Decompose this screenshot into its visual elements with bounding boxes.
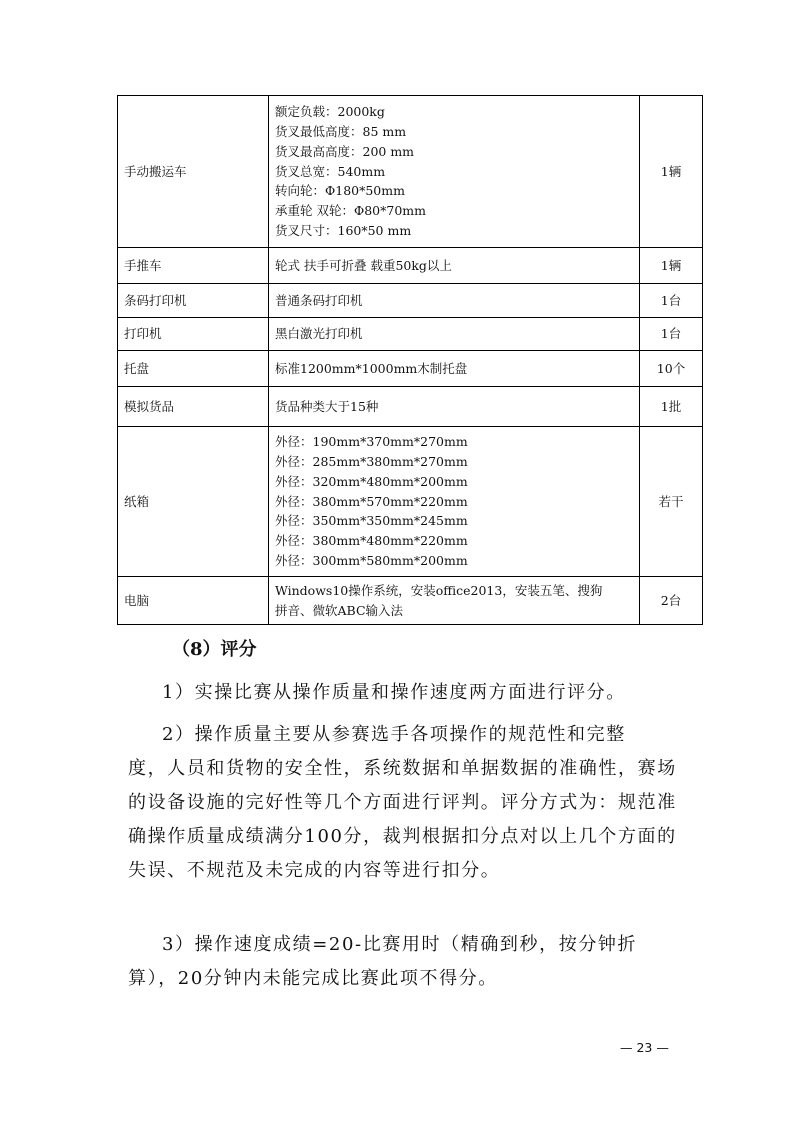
spec-line: 普通条码打印机 [275, 292, 363, 308]
item-qty-cell: 若干 [640, 427, 703, 577]
table-row [118, 427, 703, 577]
item-name-cell: 电脑 [118, 577, 269, 625]
item-spec-cell [269, 351, 640, 387]
spec-line: 转向轮：Φ180*50mm [275, 183, 405, 199]
table-row [118, 248, 703, 284]
item-spec-cell [269, 318, 640, 351]
item-qty-cell: 10个 [640, 351, 703, 387]
item-name-cell: 纸箱 [118, 427, 269, 577]
paragraph-2-rest: 度，人员和货物的安全性，系统数据和单据数据的准确性，赛场的设备设施的完好性等几个方面进行评判。评分方式为：规范准确操作质量成绩满分100分，裁判根据扣分点对以上几个方面的失误、不规范及未完成的内容等进行扣分。 [128, 758, 677, 881]
spec-line: 外径：190mm*370mm*270mm [275, 434, 468, 450]
item-qty-cell: 2台 [640, 577, 703, 625]
table-row [118, 96, 703, 248]
table-row [118, 387, 703, 427]
spec-line: 外径：380mm*570mm*220mm [275, 493, 468, 509]
item-name-cell: 模拟货品 [118, 387, 269, 427]
paragraph-3-rest: 算），20分钟内未能完成比赛此项不得分。 [128, 968, 498, 989]
section-title: （8）评分 [172, 639, 257, 660]
spec-line: 货叉最低高度：85 mm [275, 124, 407, 139]
spec-line: 货品种类大于15种 [275, 398, 379, 414]
paragraph-1-text: 1）实操比赛从操作质量和操作速度两方面进行评分。 [162, 682, 626, 703]
spec-line: 轮式 扶手可折叠 载重50kg以上 [275, 257, 452, 273]
item-qty-cell: 1台 [640, 284, 703, 318]
item-spec-cell [269, 427, 640, 577]
equipment-table-body [118, 96, 703, 625]
table-row [118, 351, 703, 387]
paragraph-3-first-line: 3）操作速度成绩=20-比赛用时（精确到秒，按分钟折 [162, 934, 638, 955]
item-spec-cell [269, 284, 640, 318]
spec-line: 承重轮 双轮：Φ80*70mm [275, 203, 426, 219]
item-spec-cell [269, 248, 640, 284]
item-spec-cell [269, 387, 640, 427]
item-qty-cell: 1台 [640, 318, 703, 351]
spec-line: Windows10操作系统，安装office2013，安装五笔、搜狗 [275, 582, 603, 598]
spec-line: 货叉最高高度：200 mm [275, 143, 415, 159]
table-row [118, 577, 703, 625]
item-name-cell: 手推车 [118, 248, 269, 284]
spec-line: 外径：300mm*580mm*200mm [275, 552, 468, 568]
item-name-cell: 打印机 [118, 318, 269, 351]
item-qty-cell: 1辆 [640, 248, 703, 284]
spec-line: 货叉尺寸：160*50 mm [275, 222, 412, 238]
paragraph-2 [128, 718, 688, 888]
spec-line: 外径：380mm*480mm*220mm [275, 533, 468, 549]
paragraph-1 [128, 676, 688, 710]
paragraph-2-first-line: 2）操作质量主要从参赛选手各项操作的规范性和完整 [162, 724, 626, 745]
item-name-cell: 托盘 [118, 351, 269, 387]
spec-line: 外径：285mm*380mm*270mm [275, 454, 468, 469]
spec-line: 黑白激光打印机 [275, 326, 363, 342]
table-row [118, 318, 703, 351]
spec-line: 货叉总宽：540mm [275, 163, 386, 179]
spec-line: 拼音、微软ABC输入法 [275, 602, 404, 618]
spec-line: 额定负载：2000kg [275, 104, 385, 120]
table-row [118, 284, 703, 318]
equipment-table [117, 95, 703, 625]
page-number: — 23 — [620, 1040, 669, 1055]
spec-line: 外径：320mm*480mm*200mm [275, 473, 468, 489]
item-name-cell: 手动搬运车 [118, 96, 269, 248]
item-qty-cell: 1辆 [640, 96, 703, 248]
paragraph-3 [128, 928, 688, 996]
item-name-cell: 条码打印机 [118, 284, 269, 318]
spec-line: 标准1200mm*1000mm木制托盘 [275, 360, 468, 376]
spec-line: 外径：350mm*350mm*245mm [275, 513, 468, 529]
item-qty-cell: 1批 [640, 387, 703, 427]
item-spec-cell [269, 96, 640, 248]
item-spec-cell [269, 577, 640, 625]
